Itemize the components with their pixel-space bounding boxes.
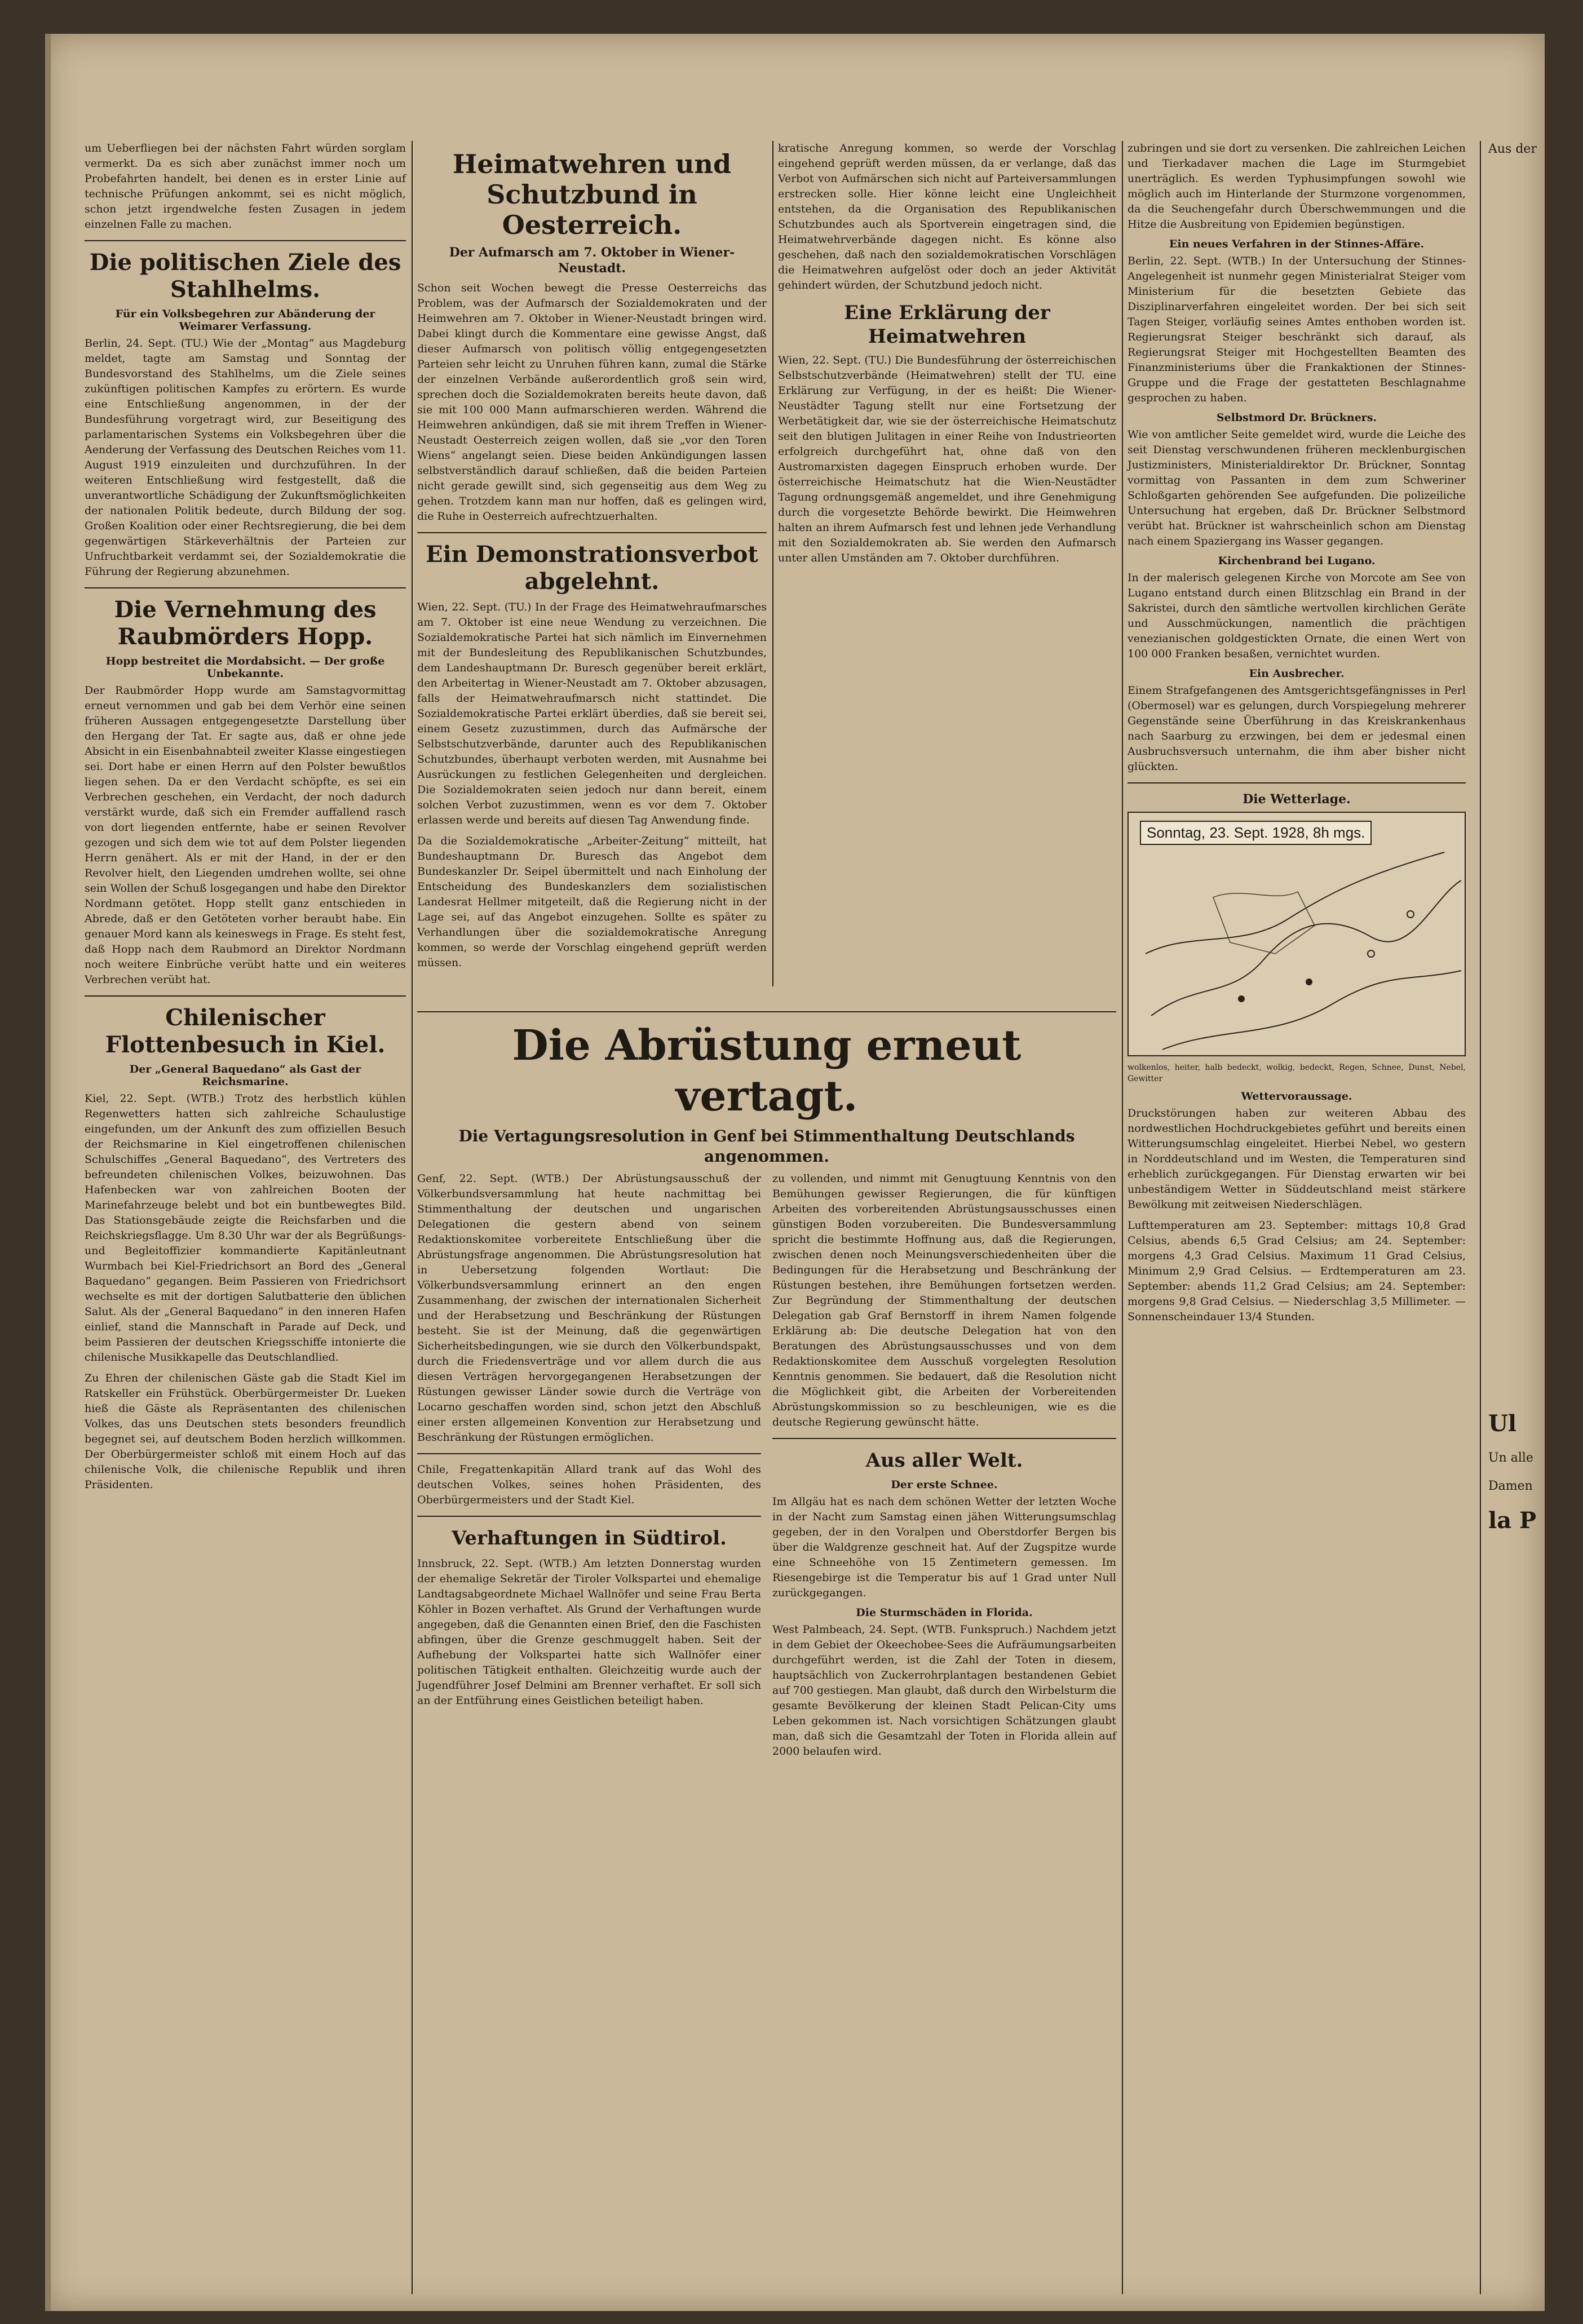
divider <box>772 1438 1116 1439</box>
article-text: Innsbruck, 22. Sept. (WTB.) Am letzten Donnerstag wurden der ehemalige Sekretär der Tiroler Volkspartei und ehemalige Landtagsabgeordnete Michael Wallnöfer und seine Frau Berta Köhler in Bozen verhaftet. Als Grund der Verhaftungen wurde angegeben, daß die Genannten einen Brief, den die Faschisten abfingen, über die Grenze geschmuggelt haben. Seit der Aufhebung der Volkspartei hatte sich Wallnöfer einer politischen Tätigkeit enthalten. Gleichzeitig wurde auch der Jugendführer Josef Delmini am Brenner verhaftet. Er soll sich an der Entführung eines Geistlichen beteiligt haben. <box>417 1557 761 1707</box>
page-edge-left <box>45 34 51 2311</box>
column-5-fragment <box>1488 141 1545 1547</box>
fragment-spacer <box>1488 169 1545 1409</box>
headline-hopp: Die Vernehmung des Raubmörders Hopp. <box>114 596 377 650</box>
article-text: Einem Strafgefangenen des Amtsgerichtsgefängnisses in Perl (Obermosel) war es gelungen, durch Vorspiegelung mehrerer Gegenstände seine Überführung in das Kreiskrankenhaus nach Saarburg zu erzwingen, bei dem er jedesmal einen Ausbruchsversuch unternahm, die ihm aber bisher nicht glückten. <box>1127 684 1466 773</box>
subheadline: Die Vertagungsresolution in Genf bei Stimmenthaltung Deutschlands angenommen. <box>458 1127 1075 1166</box>
article-text: Berlin, 24. Sept. (TU.) Wie der „Montag“ aus Magdeburg meldet, tagte am Samstag und Sonntag der Bundesvorstand des Stahlhelms, um die Ziele seines zukünftigen politischen Kampfes zu erörtern. Es wurde eine Entschließung angenommen, in der der Bundesführung vorgetragt wird, zur Beseitigung des parlamentarischen Systems ein Volksbegehren über die Aenderung der Verfassung des Deutschen Reiches vom 11. August 1919 einzuleiten und durchzuführen. In der weiteren Entschließung wird festgestellt, daß die unverantwortliche Schädigung der Zukunftsmöglichkeiten der nationalen Politik bedeute, durch Bildung der sog. Großen Koalition oder einer Rechtsregierung, die bei dem gegenwärtigen Stärkeverhältnis der Parteien zur Unfruchtbarkeit verdammt sei, der Sozialdemokratie die Führung der Regierung abzunehmen. <box>85 337 406 578</box>
divider <box>85 995 406 997</box>
article-text: Wie von amtlicher Seite gemeldet wird, wurde die Leiche des seit Dienstag verschwundenen früheren mecklenburgischen Justizministers, Ministerialdirektor Dr. Brückner, Sonntag vormittag von Passanten in dem zum Schweriner Schloßgarten gehörenden See aufgefunden. Die polizeiliche Untersuchung hat ergeben, daß Dr. Brückner Selbstmord verübt hat. Brückner ist wahrscheinlich schon am Dienstag nach einem Spaziergang ins Wasser gegangen. <box>1127 428 1466 547</box>
subheadline: Der erste Schnee. <box>891 1478 998 1491</box>
column-rule <box>772 141 773 986</box>
banner-columns <box>417 1171 1116 1765</box>
headline-demonstrationsverbot: Ein Demonstrationsverbot abgelehnt. <box>426 541 758 595</box>
article-text: In der malerisch gelegenen Kirche von Morcote am See von Lugano entstand durch einen Blitzschlag ein Brand in der Sakristei, durch den sämtliche wertvollen kirchlichen Geräte und Ausschmückungen, namentlich die prächtigen venezianischen goldgestickten Ornate, die einen Wert von 100 000 Franken besaßen, vernichtet wurden. <box>1127 572 1466 660</box>
column-rule <box>1122 141 1123 2294</box>
weather-map-date: Sonntag, 23. Sept. 1928, 8h mgs. <box>1140 821 1372 845</box>
subheadline: Hopp bestreitet die Mordabsicht. — Der große Unbekannte. <box>105 655 385 680</box>
fragment-text: Ul <box>1488 1410 1517 1437</box>
article-text: Wien, 22. Sept. (TU.) In der Frage des Heimatwehraufmarsches am 7. Oktober ist eine neue Wendung zu verzeichnen. Die Sozialdemokratische Partei hat sich nämlich im Einvernehmen mit der Bundesleitung des Republikanischen Schutzbundes, dem Landeshauptmann Dr. Buresch gegenüber bereit erklärt, den Arbeitertag in Wiener-Neustadt am 7. Oktober abzusagen, falls der Heimatwehraufmarsch nicht stattindet. Die Sozialdemokratische Partei erklärt überdies, daß sie bereit sei, einem Gesetz zuzustimmen, durch das Aufmärsche der Selbstschutzverbände, darunter auch des Republikanischen Schutzbundes, überhaupt verboten werden, mit Ausnahme bei Ausrückungen zu festlichen Gelegenheiten und dergleichen. Die Sozialdemokraten seien jedoch nur dann bereit, einem solchen Verbot zuzustimmen, wenn es vor dem 7. Oktober erlassen werde und bereits auf diesen Tag Anwendung finde. <box>417 601 767 826</box>
headline-erklaerung: Eine Erklärung der Heimatwehren <box>844 302 1050 348</box>
banner-col-right <box>772 1171 1116 1765</box>
divider <box>417 1453 761 1454</box>
article-text: Chile, Fregattenkapitän Allard trank auf das Wohl des deutschen Volkes, seines hohen Präsidenten, des Oberbürgermeisters und der Stadt Kiel. <box>417 1463 761 1506</box>
headline-wetterlage: Die Wetterlage. <box>1242 792 1351 807</box>
headline-abruestung: Die Abrüstung erneut vertagt. <box>512 1021 1022 1121</box>
article-text: Zu Ehren der chilenischen Gäste gab die Stadt Kiel im Ratskeller ein Frühstück. Oberbürgermeister Dr. Lueken hieß die Gäste als Repräsentanten des chilenischen Volkes, das uns Deutschen stets besonders freundlich begegnet sei, auf deutschem Boden herzlich willkommen. Der Oberbürgermeister schloß mit einem Hoch auf das chilenische Volk, die chilenische Republik und ihren Präsidenten. <box>85 1372 406 1491</box>
column-rule <box>412 141 413 2294</box>
article-text: Schon seit Wochen bewegt die Presse Oesterreichs das Problem, was der Aufmarsch der Sozialdemokraten und der Heimwehren am 7. Oktober in Wiener-Neustadt bringen wird. Dabei klingt durch die Kommentare eine gewisse Angst, daß dieser Aufmarsch von politisch völlig entgegengesetzten Parteien sehr leicht zu Unruhen führen kann, zumal die Stärke der einzelnen Verbände außerordentlich groß sein wird, sprechen doch die Sozialdemokraten bereits heute davon, daß sie mit 100 000 Mann aufmarschieren werden. Während die Heimwehren ankündigen, daß sie mit ihrem Treffen in Wiener-Neustadt Oesterreich zeigen wollen, daß sie „vor den Toren Wiens“ angelangt seien. Diese beiden Ankündigungen lassen selbstverständlich darauf schließen, daß die beiden Parteien nicht gerade gewillt sind, sich gegenseitig aus dem Weg zu gehen. Trotzdem kann man nur hoffen, daß es gelingen wird, die Ruhe in Oesterreich aufrechtzuerhalten. <box>417 282 767 523</box>
subheadline: Der Aufmarsch am 7. Oktober in Wiener-Neustadt. <box>449 245 735 276</box>
divider <box>1127 782 1466 783</box>
divider <box>85 240 406 241</box>
article-text: West Palmbeach, 24. Sept. (WTB. Funkspruch.) Nachdem jetzt in dem Gebiet der Okeechobee-Sees die Aufräumungsarbeiten durchgeführt werden, ist die Zahl der Toten in diesem, hauptsächlich von Zuckerrohrplantagen bestandenen Gebiet auf 700 gestiegen. Man glaubt, daß durch den Wirbelsturm die gesamte Bevölkerung der kleinen Stadt Pelican-City ums Leben gekommen ist. Nach vorsichtigen Schätzungen glaubt man, daß sich die Gesamtzahl der Toten in Florida allein auf 2000 belaufen wird. <box>772 1623 1116 1758</box>
article-text: Wien, 22. Sept. (TU.) Die Bundesführung der österreichischen Selbstschutzverbände (Heimatwehren) stellt der TU. eine Erklärung zur Verfügung, in der es heißt: Die Wiener-Neustädter Tagung stellt nur eine Fortsetzung der Werbetätigkeit dar, wie sie der österreichische Heimatschutz seit den blutigen Julitagen in einer Reihe von Industrieorten erfolgreich durchgeführt hat, ohne daß von den Austromarxisten dagegen Einspruch erhoben wurde. Der österreichische Heimatschutz hat die Wien-Neustädter Tagung ordnungsgemäß angemeldet, und ihre Genehmigung durch die vorgesetzte Behörde bewirkt. Die Heimwehren halten an ihrem Aufmarsch fest und lehnen jede Verhandlung mit den Sozialdemokraten ab. Sie werden den Aufmarsch unter allen Umständen am 7. Oktober durchführen. <box>778 354 1116 564</box>
divider <box>417 532 767 533</box>
banner-col-left <box>417 1171 761 1765</box>
column-3 <box>778 141 1116 572</box>
subheadline: Der „General Baquedano“ als Gast der Reichsmarine. <box>129 1063 361 1088</box>
divider <box>417 1516 761 1517</box>
headline-heimatwehren: Heimatwehren und Schutzbund in Oesterreich. <box>452 149 732 240</box>
weather-legend: wolkenlos, heiter, halb bedeckt, wolkig, bedeckt, Regen, Schnee, Dunst, Nebel, Gewitter <box>1127 1063 1466 1083</box>
article-text: kratische Anregung kommen, so werde der Vorschlag eingehend geprüft werden müssen, da er verlange, daß das Verbot von Aufmärschen sich nicht auf Parteiversammlungen erstrecken solle. Hier könne leicht eine Ungleichheit entstehen, da die Organisation des Republikanischen Schutzbundes auch als Sportverein eingetragen sind, die Heimatwehrverbände dagegen nicht. Es könne also geschehen, daß nach den sozialdemokratischen Vorschlägen die Heimatwehren aufgelöst oder doch an jeder Aktivität gehindert würden, der Schutzbund jedoch nicht. <box>778 142 1116 291</box>
column-2 <box>417 141 767 976</box>
article-text: Kiel, 22. Sept. (WTB.) Trotz des herbstlich kühlen Regenwetters hatten sich zahlreiche Schaulustige eingefunden, um der Ankunft des zum offiziellen Besuch der Reichsmarine in Kiel eingetroffenen chilenischen Schulschiffes „General Baquedano“, des Vertreters des befreundeten chilenischen Volkes, beizuwohnen. Das Hafenbecken war von zahlreichen Booten der Marinefahrzeuge belebt und bot ein buntbewegtes Bild. Das Stationsgebäude zeigte die Reichsfarben und die Reichskriegsflagge. Um 8.30 Uhr war der als Begrüßungs- und Begleitoffizier kommandierte Kapitänleutnant Wurmbach bei Kiel-Friedrichsort an Bord des „General Baquedano“ gegangen. Beim Passieren von Friedrichsort wechselte es mit der dortigen Salutbatterie den üblichen Salut. Als der „General Baquedano“ in den inneren Hafen einlief, stand die Mannschaft in Parade auf Deck, und beim Passieren der deutschen Kriegsschiffe intonierte die chilenische Musikkapelle das Deutschlandlied. <box>85 1092 406 1364</box>
article-text: Genf, 22. Sept. (WTB.) Der Abrüstungsausschuß der Völkerbundsversammlung hat heute nachmittag bei Stimmenthaltung der deutschen und ungarischen Delegationen die gestern abend von seinem Redaktionskomitee vorbereitete Entschließung über die Abrüstungsfrage angenommen. Die Abrüstungsresolution hat in Uebersetzung folgenden Wortlaut: Die Völkerbundsversammlung erinnert an den engen Zusammenhang, der zwischen der internationalen Sicherheit und der Herabsetzung und Beschränkung der Rüstungen besteht. Sie ist der Meinung, daß die gegenwärtigen Sicherheitsbedingungen, wie sie durch den Völkerbundspakt, durch die Friedensverträge und vor allem durch die aus diesen Verträgen hervorgegangenen Herabsetzungen der Rüstungen gewisser Länder sowie durch die Verträge von Locarno geschaffen worden sind, schon jetzt den Abschluß einer ersten allgemeinen Konvention zur Herabsetzung und Beschränkung der Rüstungen ermöglichen. <box>417 1172 761 1444</box>
subheadline: Kirchenbrand bei Lugano. <box>1218 555 1376 567</box>
column-4 <box>1127 141 1466 1330</box>
article-text: zubringen und sie dort zu versenken. Die zahlreichen Leichen und Tierkadaver machen die Lage im Sturmgebiet unerträglich. Es werden Typhusimpfungen sowohl wie möglich auch im Hinterlande der Sturmzone vorgenommen, da die Seuchengefahr durch Überschwemmungen und die Hitze die Ausbreitung von Epidemien begünstigen. <box>1127 142 1466 231</box>
subheadline: Ein Ausbrecher. <box>1249 667 1345 680</box>
article-text: Im Allgäu hat es nach dem schönen Wetter der letzten Woche in der Nacht zum Samstag einen jähen Witterungsumschlag gegeben, der in den Voralpen und Oberstdorfer Bergen bis über die Waldgrenze geschneit hat. Auf der Zugspitze wurde eine Schneehöhe von 15 Zentimetern gemessen. Im Riesengebirge ist die Temperatur bis auf 1 Grad unter Null zurückgegangen. <box>772 1495 1116 1599</box>
article-text: um Ueberfliegen bei der nächsten Fahrt würden sorglam vermerkt. Da es sich aber zunächst immer noch um Probefahrten handelt, bei denen es in erster Linie auf technische Prüfungen ankommt, sei es nicht möglich, schon jetzt irgendwelche festen Zusagen in jedem einzelnen Falle zu machen. <box>85 142 406 231</box>
subheadline: Die Sturmschäden in Florida. <box>856 1606 1033 1619</box>
fragment-text: la P <box>1488 1507 1537 1534</box>
subheadline: Wettervoraussage. <box>1241 1090 1352 1103</box>
subheadline: Ein neues Verfahren in der Stinnes-Affäre. <box>1169 238 1425 250</box>
banner-article <box>417 1003 1116 1765</box>
article-text: Lufttemperaturen am 23. September: mittags 10,8 Grad Celsius, abends 6,5 Grad Celsius; am 24. September: morgens 4,3 Grad Celsius. Maximum 11 Grad Celsius, Minimum 2,9 Grad Celsius. — Erdtemperaturen am 23. September: abends 11,2 Grad Celsius; am 24. September: morgens 9,8 Grad Celsius. — Niederschlag 3,5 Millimeter. — Sonnenscheindauer 13/4 Stunden. <box>1127 1219 1466 1323</box>
subheadline: Für ein Volksbegehren zur Abänderung der Weimarer Verfassung. <box>115 308 375 333</box>
fragment-text: Un alle <box>1488 1451 1533 1465</box>
article-text: Da die Sozialdemokratische „Arbeiter-Zeitung“ mitteilt, hat Bundeshauptmann Dr. Buresch das Angebot dem Bundeskanzler Dr. Seipel übermittelt und nach Einholung der Entscheidung des Bundeskanzlers dem sozialistischen Landesrat Hellmer mitgeteilt, daß die Regierung nicht in der Lage sei, auf das Angebot einzugehen. Sollte es später zu Verhandlungen über die sozialdemokratische Anregung kommen, so werde der Vorschlag eingehend geprüft werden müssen. <box>417 835 767 969</box>
article-text: Druckstörungen haben zur weiteren Abbau des nordwestlichen Hochdruckgebietes geführt und bereits einen Witterungsumschlag eingeleitet. Hierbei Nebel, wo gestern in Norddeutschland und im Westen, die Temperaturen sind erheblich zurückgegangen. Für Dienstag erwarten wir bei unbeständigem Wetter in Süddeutschland meist stärkere Bewölkung mit zeitweisen Niederschlägen. <box>1127 1107 1466 1211</box>
article-text: zu vollenden, und nimmt mit Genugtuung Kenntnis von den Bemühungen gewisser Regierungen, die für künftigen Arbeiten des vorbereitenden Abrüstungsausschusses einen günstigen Boden vorzubereiten. Die Bundesversammlung spricht die bestimmte Hoffnung aus, daß die Regierungen, zwischen denen noch Meinungsverschiedenheiten über die Bedingungen für die Herabsetzung und Beschränkung der Rüstungen bestehen, ihre Bemühungen fortsetzen werden. Zur Begründung der Stimmenthaltung der deutschen Delegation gab Graf Bernstorff in ihrem Namen folgende Erklärung ab: Die deutsche Delegation hat von den Beratungen des Abrüstungsausschusses und von dem Redaktionskomitee dem Ausschuß vorgelegten Resolution Kenntnis genommen. Sie bedauert, daß die Resolution nicht die Möglichkeit gibt, die Arbeiten der Vorbereitenden Abrüstungskommission so zu beschleunigen, wie es die deutsche Regierung gewünscht hätte. <box>772 1172 1116 1428</box>
subheadline: Selbstmord Dr. Brückners. <box>1216 411 1377 424</box>
divider <box>417 1011 1116 1012</box>
newspaper-page <box>45 34 1545 2311</box>
fragment-heading: Aus der <box>1488 142 1537 156</box>
column-rule <box>1480 141 1481 2294</box>
headline-chile-kiel: Chilenischer Flottenbesuch in Kiel. <box>105 1004 386 1058</box>
fragment-text: Damen <box>1488 1479 1533 1493</box>
weather-map-drawing <box>1129 813 1465 1053</box>
headline-suedtirol: Verhaftungen in Südtirol. <box>452 1527 727 1550</box>
article-text: Berlin, 22. Sept. (WTB.) In der Untersuchung der Stinnes-Angelegenheit ist nunmehr gegen Ministerialrat Steiger vom Ministerium für die besetzten Gebiete das Disziplinarverfahren eingeleitet worden. Der bei sich seit Tagen Steiger, vorläufig seines Amtes enthoben worden ist. Regierungsrat Steiger beschränkt sich darauf, als Regierungsrat Steiger mit Hochgestellten Beamten des Finanzministeriums über die Frankaktionen der Stinnes-Gruppe und die Frage der gestatteten Beschlagnahme gesprochen zu haben. <box>1127 255 1466 404</box>
headline-aus-aller-welt: Aus aller Welt. <box>865 1449 1023 1472</box>
headline-stahlhelm: Die politischen Ziele des Stahlhelms. <box>89 249 401 303</box>
column-1 <box>85 141 406 1498</box>
weather-map <box>1127 812 1466 1056</box>
article-text: Der Raubmörder Hopp wurde am Samstagvormittag erneut vernommen und gab bei dem Verhör eine seinen früheren Aussagen entgegengesetzte Darstellung über den Hergang der Tat. Er sagte aus, daß er ohne jede Absicht in ein Eisenbahnabteil zweiter Klasse eingestiegen sei. Dort habe er einen Herrn auf den Polster bewußtlos liegen sehen. Da er den Verdacht schöpfte, es sei ein Verbrechen geschehen, ein Verdacht, der noch dadurch verstärkt wurde, daß sich ein Fremder auffallend rasch von dort liegenden entfernte, habe er seinen Revolver gezogen und sich dem wie tot auf dem Polster liegenden Herrn genähert. Als er mit der Hand, in der er den Revolver hielt, den Liegenden umdrehen wollte, sei ohne sein Wollen der Schuß losgegangen und habe den Direktor Nordmann getötet. Hopp stellt ganz entschieden in Abrede, daß er den Getöteten vorher beraubt habe. Ein genauer Mord kann als keineswegs in Frage. Es steht fest, daß Hopp nach dem Raubmord an Direktor Nordmann noch weitere Einbrüche verübt hatte und ein weiteres Verbrechen verübt hat. <box>85 684 406 986</box>
divider <box>85 587 406 588</box>
